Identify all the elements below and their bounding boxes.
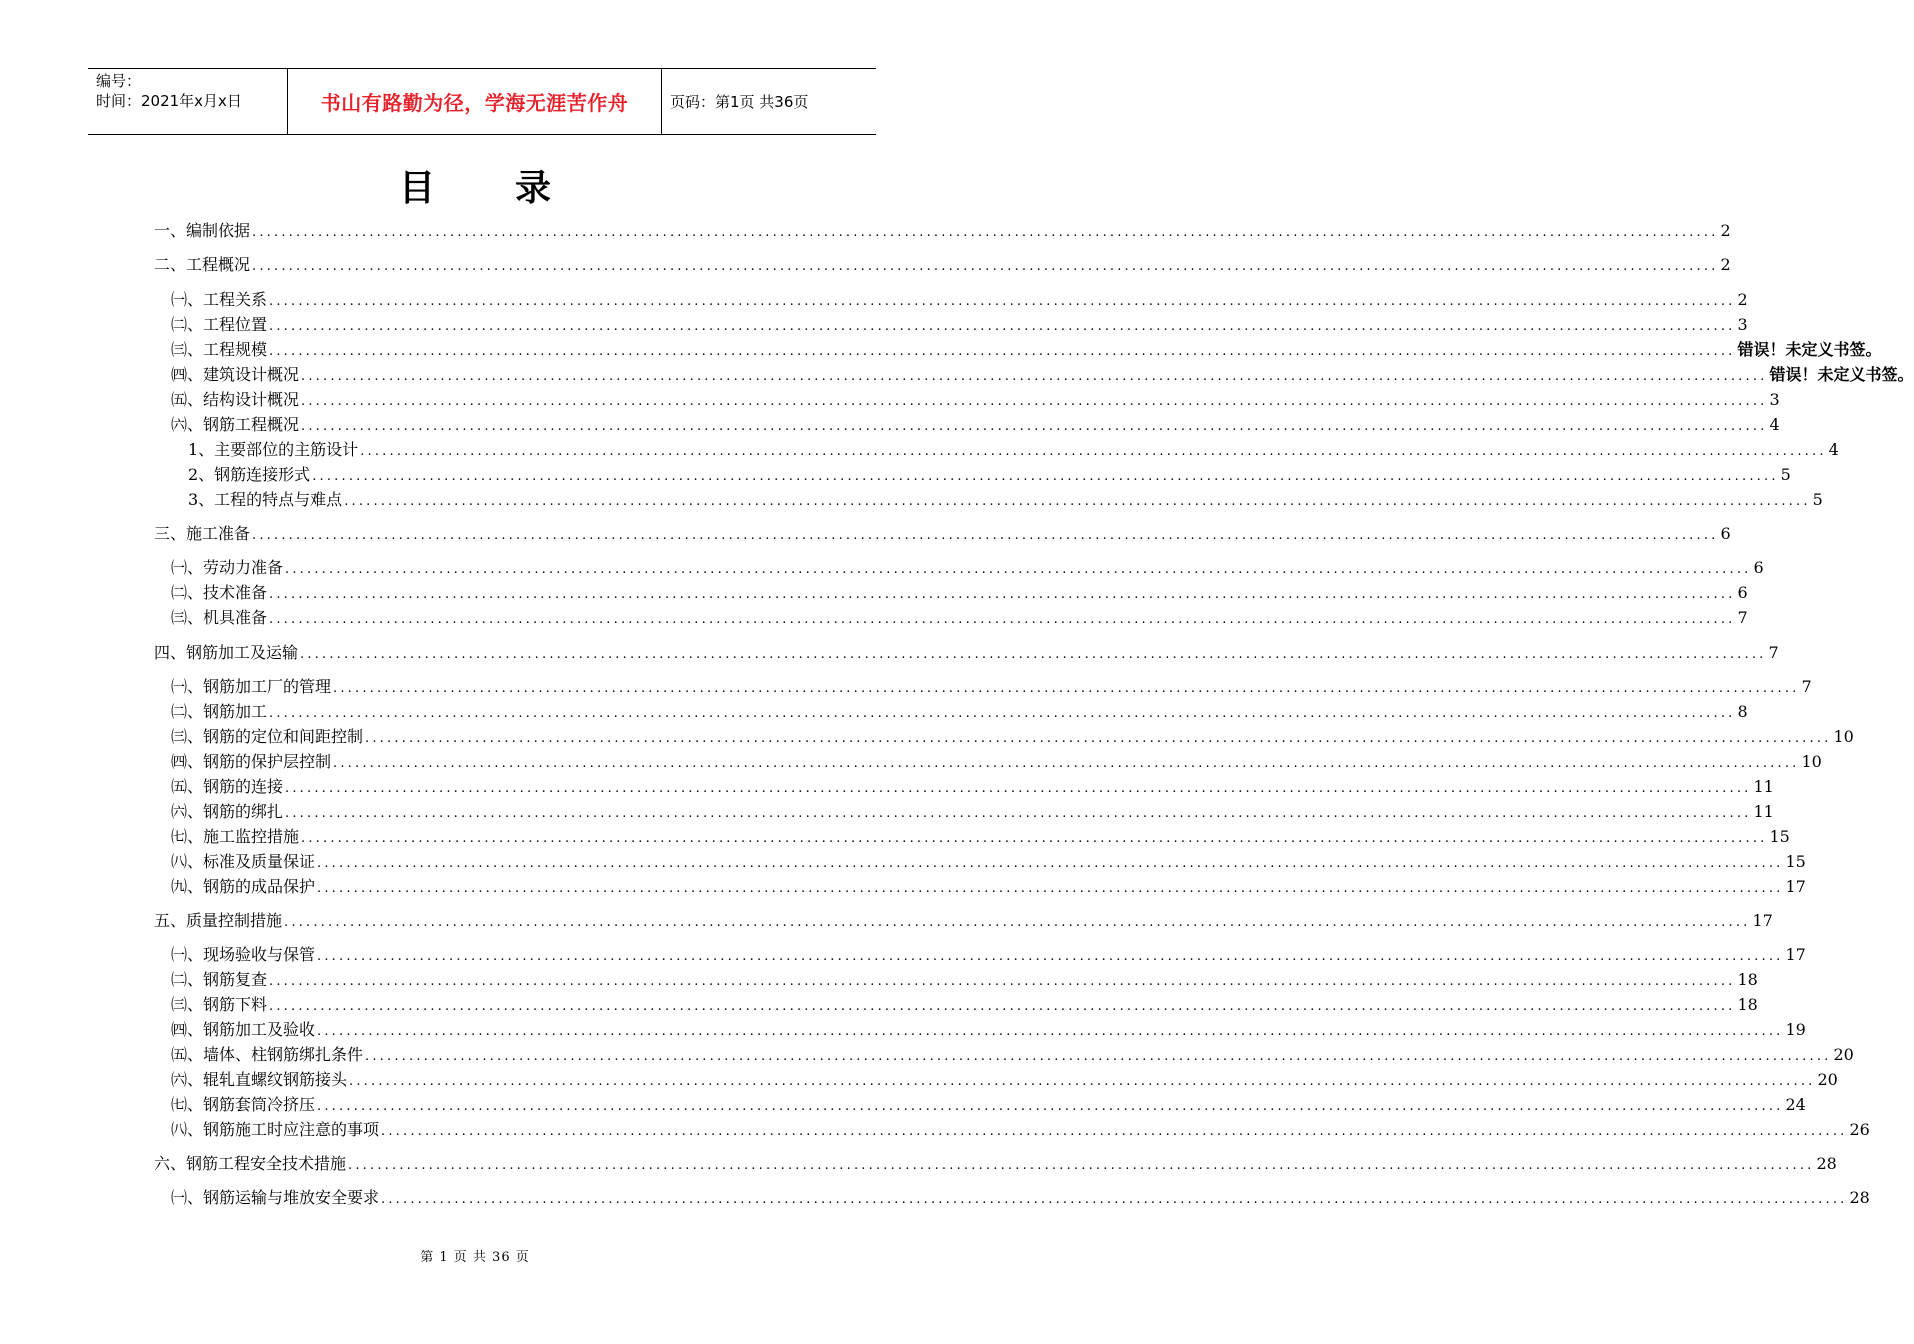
- toc-entry-label: ㈤、钢筋的连接: [171, 777, 284, 796]
- toc-entry[interactable]: [171, 751, 1822, 773]
- toc-entry-label: ㈦、钢筋套筒冷挤压: [171, 1095, 316, 1114]
- toc-entry[interactable]: [171, 289, 1748, 311]
- toc-entry-label: 3、工程的特点与难点: [188, 490, 343, 509]
- toc-entry-label: ㈠、现场验收与保管: [171, 945, 316, 964]
- toc-entry-page: 17: [1785, 877, 1806, 896]
- toc-entry-label: ㈡、钢筋加工: [171, 702, 268, 721]
- toc-entry[interactable]: [154, 910, 1773, 932]
- toc-entry-page: 5: [1780, 465, 1791, 484]
- toc-entry[interactable]: [171, 364, 1914, 386]
- toc-entry[interactable]: [171, 826, 1790, 848]
- toc-entry[interactable]: [171, 314, 1748, 336]
- toc-leader-dots: ........................................................................................................................................................................................................: [360, 444, 1827, 459]
- toc-entry[interactable]: [171, 776, 1774, 798]
- toc-leader-dots: ........................................................................................................................................................................................................: [285, 562, 1752, 577]
- toc-entry-label: ㈧、标准及质量保证: [171, 852, 316, 871]
- toc-entry-label: ㈢、工程规模: [171, 340, 268, 359]
- toc-entry-label: 五、质量控制措施: [154, 911, 283, 930]
- toc-leader-dots: ........................................................................................................................................................................................................: [269, 294, 1736, 309]
- toc-entry-label: ㈢、钢筋下料: [171, 995, 268, 1014]
- toc-leader-dots: ........................................................................................................................................................................................................: [344, 494, 1811, 509]
- toc-entry-page: 26: [1849, 1120, 1870, 1139]
- toc-leader-dots: ........................................................................................................................................................................................................: [317, 1099, 1784, 1114]
- toc-leader-dots: ........................................................................................................................................................................................................: [285, 781, 1752, 796]
- toc-entry[interactable]: [154, 220, 1731, 242]
- toc-entry[interactable]: [171, 994, 1758, 1016]
- toc-entry-label: ㈤、墙体、柱钢筋绑扎条件: [171, 1045, 364, 1064]
- toc-entry-label: ㈦、施工监控措施: [171, 827, 300, 846]
- toc-entry-label: ㈠、钢筋加工厂的管理: [171, 677, 332, 696]
- toc-entry[interactable]: [171, 1044, 1854, 1066]
- toc-entry-label: 三、施工准备: [154, 524, 251, 543]
- toc-entry-label: ㈢、机具准备: [171, 608, 268, 627]
- toc-entry-page: 6: [1720, 524, 1731, 543]
- toc-leader-dots: ........................................................................................................................................................................................................: [301, 831, 1768, 846]
- document-header: [88, 68, 876, 135]
- toc-leader-dots: ........................................................................................................................................................................................................: [252, 225, 1719, 240]
- toc-entry[interactable]: [188, 489, 1823, 511]
- toc-entry-page: 7: [1737, 608, 1748, 627]
- toc-leader-dots: ........................................................................................................................................................................................................: [312, 469, 1779, 484]
- toc-entry-page: 11: [1753, 802, 1774, 821]
- toc-entry-label: ㈤、结构设计概况: [171, 390, 300, 409]
- toc-entry-page: 15: [1785, 852, 1806, 871]
- toc-leader-dots: ........................................................................................................................................................................................................: [365, 1049, 1832, 1064]
- toc-entry-label: ㈠、工程关系: [171, 290, 268, 309]
- toc-entry-page: 2: [1720, 221, 1731, 240]
- toc-entry[interactable]: [154, 523, 1731, 545]
- toc-leader-dots: ........................................................................................................................................................................................................: [381, 1192, 1848, 1207]
- page-footer: 第 1 页 共 36 页: [420, 1250, 530, 1265]
- toc-entry[interactable]: [171, 1019, 1806, 1041]
- toc-entry-label: ㈥、辊轧直螺纹钢筋接头: [171, 1070, 348, 1089]
- toc-leader-dots: ........................................................................................................................................................................................................: [381, 1124, 1848, 1139]
- toc-entry-label: ㈣、钢筋加工及验收: [171, 1020, 316, 1039]
- toc-leader-dots: ........................................................................................................................................................................................................: [301, 369, 1768, 384]
- toc-entry-page: 8: [1737, 702, 1748, 721]
- toc-leader-dots: ........................................................................................................................................................................................................: [317, 881, 1784, 896]
- toc-leader-dots: ........................................................................................................................................................................................................: [317, 949, 1784, 964]
- toc-entry-label: ㈧、钢筋施工时应注意的事项: [171, 1120, 380, 1139]
- toc-entry[interactable]: [171, 1069, 1838, 1091]
- toc-entry-page: 17: [1752, 911, 1773, 930]
- toc-entry-page: 19: [1785, 1020, 1806, 1039]
- toc-entry-label: 六、钢筋工程安全技术措施: [154, 1154, 347, 1173]
- toc-entry-page: 错误！未定义书签。: [1737, 340, 1882, 359]
- toc-entry-label: ㈥、钢筋工程概况: [171, 415, 300, 434]
- toc-entry[interactable]: [171, 414, 1780, 436]
- toc-entry-page: 7: [1768, 643, 1779, 662]
- toc-entry[interactable]: [171, 1187, 1870, 1209]
- toc-entry-page: 11: [1753, 777, 1774, 796]
- toc-entry-page: 3: [1769, 390, 1780, 409]
- toc-entry-label: 四、钢筋加工及运输: [154, 643, 299, 662]
- toc-entry[interactable]: [171, 969, 1758, 991]
- toc-entry-label: ㈡、工程位置: [171, 315, 268, 334]
- toc-entry[interactable]: [171, 557, 1764, 579]
- header-motto: 书山有路勤为径，学海无涯苦作舟: [288, 69, 662, 134]
- toc-entry-page: 错误！未定义书签。: [1769, 365, 1914, 384]
- toc-entry-label: ㈣、建筑设计概况: [171, 365, 300, 384]
- header-page-info: 页码：第1页 共36页: [670, 93, 809, 111]
- toc-entry[interactable]: [171, 851, 1806, 873]
- toc-leader-dots: ........................................................................................................................................................................................................: [269, 999, 1736, 1014]
- toc-entry[interactable]: [171, 726, 1854, 748]
- toc-entry-label: ㈡、技术准备: [171, 583, 268, 602]
- page-title: 目录: [398, 167, 631, 209]
- toc-entry-label: ㈠、钢筋运输与堆放安全要求: [171, 1188, 380, 1207]
- toc-entry-page: 20: [1833, 1045, 1854, 1064]
- toc-entry-page: 20: [1817, 1070, 1838, 1089]
- toc-entry-page: 6: [1737, 583, 1748, 602]
- toc-entry-page: 17: [1785, 945, 1806, 964]
- toc-leader-dots: ........................................................................................................................................................................................................: [269, 319, 1736, 334]
- toc-leader-dots: ........................................................................................................................................................................................................: [365, 731, 1832, 746]
- toc-entry-page: 24: [1785, 1095, 1806, 1114]
- toc-entry-label: 一、编制依据: [154, 221, 251, 240]
- toc-entry[interactable]: [171, 944, 1806, 966]
- toc-entry-page: 3: [1737, 315, 1748, 334]
- toc-entry[interactable]: [188, 464, 1791, 486]
- toc-entry-label: ㈣、钢筋的保护层控制: [171, 752, 332, 771]
- toc-entry[interactable]: [171, 607, 1748, 629]
- toc-entry-label: ㈢、钢筋的定位和间距控制: [171, 727, 364, 746]
- toc-leader-dots: ........................................................................................................................................................................................................: [317, 1024, 1784, 1039]
- toc-entry[interactable]: [171, 389, 1780, 411]
- toc-entry-page: 4: [1828, 440, 1839, 459]
- toc-entry-label: ㈡、钢筋复查: [171, 970, 268, 989]
- toc-entry-page: 10: [1801, 752, 1822, 771]
- toc-entry-page: 4: [1769, 415, 1780, 434]
- toc-entry-label: 1、主要部位的主筋设计: [188, 440, 359, 459]
- toc-leader-dots: ........................................................................................................................................................................................................: [317, 856, 1784, 871]
- toc-leader-dots: ........................................................................................................................................................................................................: [252, 259, 1719, 274]
- toc-entry-page: 2: [1737, 290, 1748, 309]
- toc-entry-label: ㈥、钢筋的绑扎: [171, 802, 284, 821]
- toc-leader-dots: ........................................................................................................................................................................................................: [349, 1074, 1816, 1089]
- toc-entry[interactable]: [171, 1119, 1870, 1141]
- toc-entry-page: 2: [1720, 255, 1731, 274]
- toc-leader-dots: ........................................................................................................................................................................................................: [269, 612, 1736, 627]
- time-label: 时间：2021年x月x日: [96, 92, 242, 110]
- toc-entry[interactable]: [171, 339, 1882, 361]
- toc-entry[interactable]: [154, 642, 1779, 664]
- toc-entry-page: 15: [1769, 827, 1790, 846]
- toc-entry[interactable]: [154, 1153, 1837, 1175]
- toc-leader-dots: ........................................................................................................................................................................................................: [269, 974, 1736, 989]
- toc-leader-dots: ........................................................................................................................................................................................................: [252, 528, 1719, 543]
- toc-leader-dots: ........................................................................................................................................................................................................: [269, 587, 1736, 602]
- toc-entry[interactable]: [154, 254, 1731, 276]
- toc-entry-page: 10: [1833, 727, 1854, 746]
- toc-leader-dots: ........................................................................................................................................................................................................: [300, 647, 1767, 662]
- toc-leader-dots: ........................................................................................................................................................................................................: [269, 344, 1736, 359]
- toc-leader-dots: ........................................................................................................................................................................................................: [284, 915, 1751, 930]
- toc-leader-dots: ........................................................................................................................................................................................................: [333, 681, 1800, 696]
- toc-entry-label: 二、工程概况: [154, 255, 251, 274]
- toc-entry-page: 18: [1737, 995, 1758, 1014]
- toc-entry[interactable]: [171, 1094, 1806, 1116]
- toc-entry-page: 28: [1849, 1188, 1870, 1207]
- toc-leader-dots: ........................................................................................................................................................................................................: [333, 756, 1800, 771]
- toc-entry[interactable]: [171, 876, 1806, 898]
- toc-entry-page: 28: [1816, 1154, 1837, 1173]
- toc-entry-label: 2、钢筋连接形式: [188, 465, 311, 484]
- toc-entry-label: ㈠、劳动力准备: [171, 558, 284, 577]
- toc-entry-page: 18: [1737, 970, 1758, 989]
- toc-entry[interactable]: [171, 701, 1748, 723]
- toc-entry-page: 6: [1753, 558, 1764, 577]
- toc-entry[interactable]: [171, 801, 1774, 823]
- toc-entry[interactable]: [188, 439, 1839, 461]
- toc-entry[interactable]: [171, 676, 1812, 698]
- toc-leader-dots: ........................................................................................................................................................................................................: [301, 394, 1768, 409]
- toc-entry-page: 5: [1812, 490, 1823, 509]
- toc-leader-dots: ........................................................................................................................................................................................................: [269, 706, 1736, 721]
- toc-leader-dots: ........................................................................................................................................................................................................: [285, 806, 1752, 821]
- header-meta: [88, 69, 288, 134]
- toc-leader-dots: ........................................................................................................................................................................................................: [348, 1158, 1815, 1173]
- toc-entry-page: 7: [1801, 677, 1812, 696]
- toc-entry-label: ㈨、钢筋的成品保护: [171, 877, 316, 896]
- number-label: 编号：: [96, 72, 142, 90]
- toc-leader-dots: ........................................................................................................................................................................................................: [301, 419, 1768, 434]
- toc-entry[interactable]: [171, 582, 1748, 604]
